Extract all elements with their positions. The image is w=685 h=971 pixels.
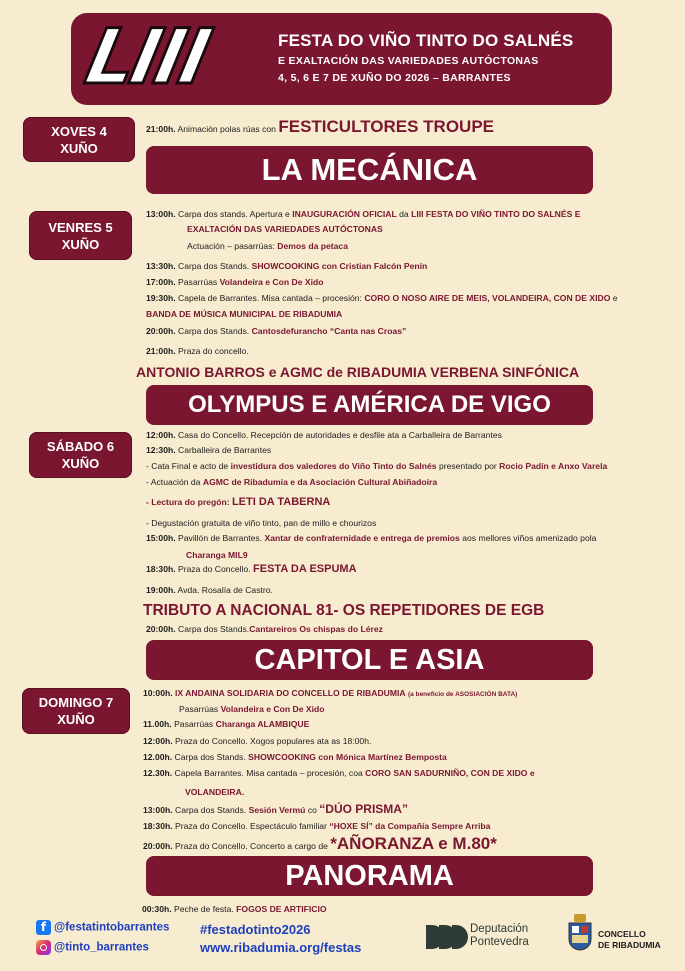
event-line: Actuación – pasarrúas: Demos da petaca	[187, 241, 348, 251]
day-label-saturday: SÁBADO 6 XUÑO	[29, 432, 132, 478]
event-line: 19:30h. Capela de Barrantes. Misa cantada – procesión: CORO O NOSO AIRE DE MEIS, VOLANDEIRA, CON DE XIDO e	[146, 293, 618, 303]
event-line: 18:30h. Praza do Concello. FESTA DA ESPUMA	[146, 563, 357, 575]
festival-title: FESTA DO VIÑO TINTO DO SALNÉS	[278, 31, 574, 50]
event-line: 18:30h. Praza do Concello. Espectáculo familiar “HOXE SÍ” da Compañía Sempre Arriba	[143, 821, 491, 831]
facebook-link[interactable]: f @festatintobarrantes	[36, 920, 169, 935]
event-line: EXALTACIÓN DAS VARIEDADES AUTÓCTONAS	[187, 224, 383, 234]
event-line: Pasarrúas Volandeira e Con De Xido	[179, 704, 325, 714]
event-line: 20:00h. Praza do Concello. Concerto a cargo de *AÑORANZA e M.80*	[143, 834, 497, 853]
event-line: 19:00h. Avda. Rosalía de Castro.	[146, 585, 273, 595]
event-line: 13:00h. Carpa dos stands. Apertura e INAUGURACIÓN OFICIAL da LIII FESTA DO VIÑO TINTO DO SALNÉS E	[146, 209, 581, 219]
facebook-icon: f	[36, 920, 51, 935]
concello-name: CONCELLO DE RIBADUMIA	[598, 929, 661, 950]
event-line: - Degustación gratuita de viño tinto, pan de millo e chourizos	[146, 518, 377, 528]
event-line: 15:00h. Pavillón de Barrantes. Xantar de confraternidade e entrega de premios aos mellores viños amenizado pola	[146, 533, 597, 543]
event-line: 12:00h. Praza do Concello. Xogos populares ata as 18:00h.	[143, 736, 372, 746]
headliner-band: LA MECÁNICA	[146, 146, 593, 194]
event-line: Charanga MIL9	[186, 550, 248, 560]
instagram-icon	[36, 940, 51, 955]
headliner-band: CAPITOL E ASIA	[146, 640, 593, 680]
event-line: 13:00h. Carpa dos Stands. Sesión Vermú co “DÚO PRISMA”	[143, 802, 408, 816]
event-line: - Actuación da AGMC de Ribadumia e da Asociación Cultural Abiñadoira	[146, 477, 438, 487]
event-line: VOLANDEIRA.	[185, 787, 245, 797]
event-line: BANDA DE MÚSICA MUNICIPAL DE RIBADUMIA	[146, 309, 343, 319]
edition-number: LIII	[78, 12, 215, 101]
festival-subtitle: E EXALTACIÓN DAS VARIEDADES AUTÓCTONAS	[278, 55, 539, 67]
event-line: 20:00h. Carpa dos Stands.Cantareiros Os chispas do Lérez	[146, 624, 383, 634]
event-line: 21:00h. Praza do concello.	[146, 346, 249, 356]
day-label-thursday: XOVES 4 XUÑO	[23, 117, 135, 162]
deputacion-logo	[424, 922, 468, 952]
event-line: 21:00h. Animación polas rúas con FESTICULTORES TROUPE	[146, 117, 495, 136]
event-line: 11.00h. Pasarrúas Charanga ALAMBIQUE	[143, 719, 310, 729]
event-line: 00:30h. Peche de festa. FOGOS DE ARTIFICIO	[142, 904, 327, 914]
event-line: 17:00h. Pasarrúas Volandeira e Con De Xido	[146, 277, 324, 287]
website-link[interactable]: www.ribadumia.org/festas	[200, 940, 362, 955]
event-line: 10:00h. IX ANDAINA SOLIDARIA DO CONCELLO DE RIBADUMIA (a beneficio de ASOSIACIÓN BATA)	[143, 688, 518, 698]
headliner-band: OLYMPUS E AMÉRICA DE VIGO	[146, 385, 593, 425]
event-line: 13:30h. Carpa dos Stands. SHOWCOOKING con Cristian Falcón Penín	[146, 261, 428, 271]
featured-performer: TRIBUTO A NACIONAL 81- OS REPETIDORES DE EGB	[143, 602, 545, 619]
event-line: 12:30h. Carballeira de Barrantes	[146, 445, 272, 455]
headliner-band: PANORAMA	[146, 856, 593, 896]
ribadumia-shield	[566, 913, 594, 957]
festival-dates: 4, 5, 6 E 7 DE XUÑO DO 2026 – BARRANTES	[278, 72, 511, 84]
featured-performer: ANTONIO BARROS e AGMC de RIBADUMIA VERBENA SINFÓNICA	[136, 364, 580, 380]
day-label-friday: VENRES 5 XUÑO	[29, 211, 132, 260]
event-line: 12:00h. Casa do Concello. Recepción de autoridades e desfile ata a Carballeira de Barrantes	[146, 430, 502, 440]
event-line: 12.00h. Carpa dos Stands. SHOWCOOKING con Mónica Martínez Bemposta	[143, 752, 447, 762]
event-line: - Lectura do pregón: LETI DA TABERNA	[146, 496, 331, 508]
instagram-link[interactable]: @tinto_barrantes	[36, 940, 149, 955]
event-line: 12.30h. Capela Barrantes. Misa cantada – procesión, coa CORO SAN SADURNIÑO, CON DE XIDO e	[143, 768, 535, 778]
hashtag: #festadotinto2026	[200, 922, 311, 937]
deputacion-name: Deputación Pontevedra	[470, 923, 529, 948]
event-line: - Cata Final e acto de investidura dos valedores do Viño Tinto do Salnés presentado por Rocio Padín e Anxo Varela	[146, 461, 608, 471]
event-line: 20:00h. Carpa dos Stands. Cantosdefurancho “Canta nas Croas”	[146, 326, 407, 336]
day-label-sunday: DOMINGO 7 XUÑO	[22, 688, 130, 734]
